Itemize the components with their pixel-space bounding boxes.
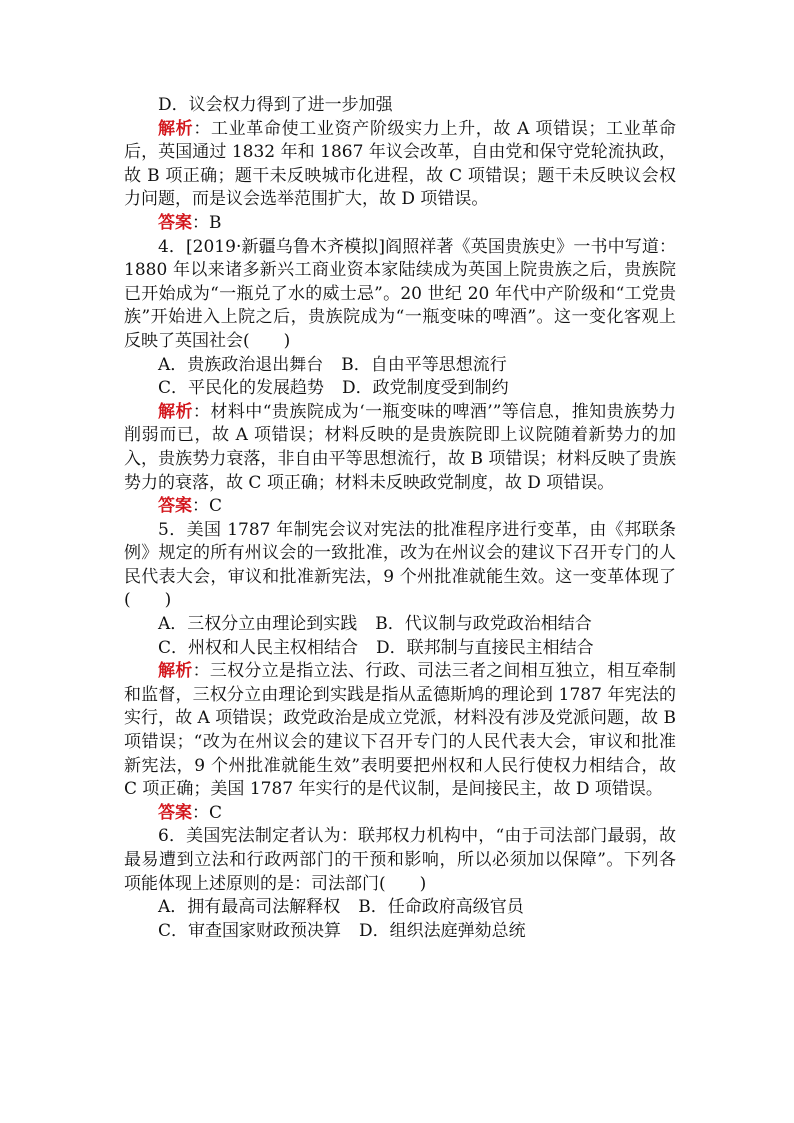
q5-answer-text: ：C <box>192 802 223 823</box>
q4-option-d: D．政党制度受到制约 <box>342 378 509 399</box>
q3-answer <box>124 212 676 236</box>
q5-options-row-2 <box>124 637 676 661</box>
q4-option-a: A．贵族政治退出舞台 <box>158 354 324 375</box>
q6-option-a: A．拥有最高司法解释权 <box>158 897 341 918</box>
q5-option-d: D．联邦制与直接民主相结合 <box>376 637 594 658</box>
q4-answer-text: ：C <box>192 496 223 517</box>
q6-stem: 6．美国宪法制定者认为：联邦权力机构中，“由于司法部门最弱，故最易遭到立法和行政两部门的干预和影响，所以必须加以保障”。下列各项能体现上述原则的是：司法部门( ) <box>124 826 676 894</box>
q3-analysis-label: 解析 <box>158 118 194 139</box>
q3-option-d: D．议会权力得到了进一步加强 <box>158 95 393 115</box>
q4-analysis <box>124 401 676 495</box>
q5-option-a: A．三权分立由理论到实践 <box>158 614 358 635</box>
q4-answer-label: 答案 <box>158 496 192 517</box>
q5-answer-label: 答案 <box>158 802 192 823</box>
q4-options-row-1 <box>124 354 676 378</box>
q5-option-c: C．州权和人民主权相结合 <box>158 637 359 658</box>
q5-analysis <box>124 660 676 802</box>
q3-answer-text: ：B <box>192 212 222 233</box>
q5-stem: 5．美国 1787 年制宪会议对宪法的批准程序进行变革，由《邦联条例》规定的所有州议会的一致批准，改为在州议会的建议下召开专门的人民代表大会，审议和批准新宪法，9 个州批准就能生效。这一变革体现了( ) <box>124 519 676 611</box>
q6-option-c: C．审查国家财政预决算 <box>158 920 342 941</box>
q5-options-row-1 <box>124 613 676 637</box>
q3-analysis-text: ：工业革命使工业资产阶级实力上升，故 A 项错误；工业革命后，英国通过 1832 年和 1867 年议会改革，自由党和保守党轮流执政，故 B 项正确；题干未反映城市化进程，故 C 项错误；题干未反映议会权力问题，而是议会选举范围扩大，故 D 项错误。 <box>124 118 676 210</box>
q4-option-b: B．自由平等思想流行 <box>341 354 507 375</box>
q5-analysis-label: 解析 <box>158 661 193 682</box>
q5-analysis-text: ：三权分立是指立法、行政、司法三者之间相互独立，相互牵制和监督，三权分立由理论到实践是指从孟德斯鸠的理论到 1787 年宪法的实行，故 A 项错误；政党政治是成立党派，材料没有涉及党派问题，故 B 项错误；“改为在州议会的建议下召开专门的人民代表大会，审议和批准新宪法，9 个州批准就能生效”表明要把州权和人民行使权力相结合，故 C 项正确；美国 1787 年实行的是代议制，是间接民主，故 D 项错误。 <box>124 661 677 800</box>
q3-analysis <box>124 118 676 212</box>
q3-answer-label: 答案 <box>158 212 192 233</box>
q5-option-b: B．代议制与政党政治相结合 <box>375 614 592 635</box>
q4-analysis-label: 解析 <box>158 401 193 422</box>
q6-option-d: D．组织法庭弹劾总统 <box>359 920 526 941</box>
q4-stem: 4．[2019·新疆乌鲁木齐模拟]阎照祥著《英国贵族史》一书中写道：1880 年以来诸多新兴工商业资本家陆续成为英国上院贵族之后，贵族院已开始成为“一瓶兑了水的威士忌”。20 世纪 20 年代中产阶级和“工党贵族”开始进入上院之后，贵族院成为“一瓶变味的啤酒”。这一变化客观上反映了英国社会( ) <box>124 236 676 351</box>
q4-answer <box>124 495 676 519</box>
q6-options-row-1 <box>124 896 676 920</box>
q4-options-row-2 <box>124 377 676 401</box>
q6-option-b: B．任命政府高级官员 <box>358 897 524 918</box>
q5-answer <box>124 802 676 826</box>
q4-analysis-text: ：材料中“贵族院成为‘一瓶变味的啤酒’”等信息，推知贵族势力削弱而已，故 A 项错误；材料反映的是贵族院即上议院随着新势力的加入，贵族势力衰落，非自由平等思想流行，故 B 项错误；材料反映了贵族势力的衰落，故 C 项正确；材料未反映政党制度，故 D 项错误。 <box>124 401 676 493</box>
question-content <box>124 94 676 943</box>
q6-options-row-2 <box>124 920 676 944</box>
q4-option-c: C．平民化的发展趋势 <box>158 378 325 399</box>
